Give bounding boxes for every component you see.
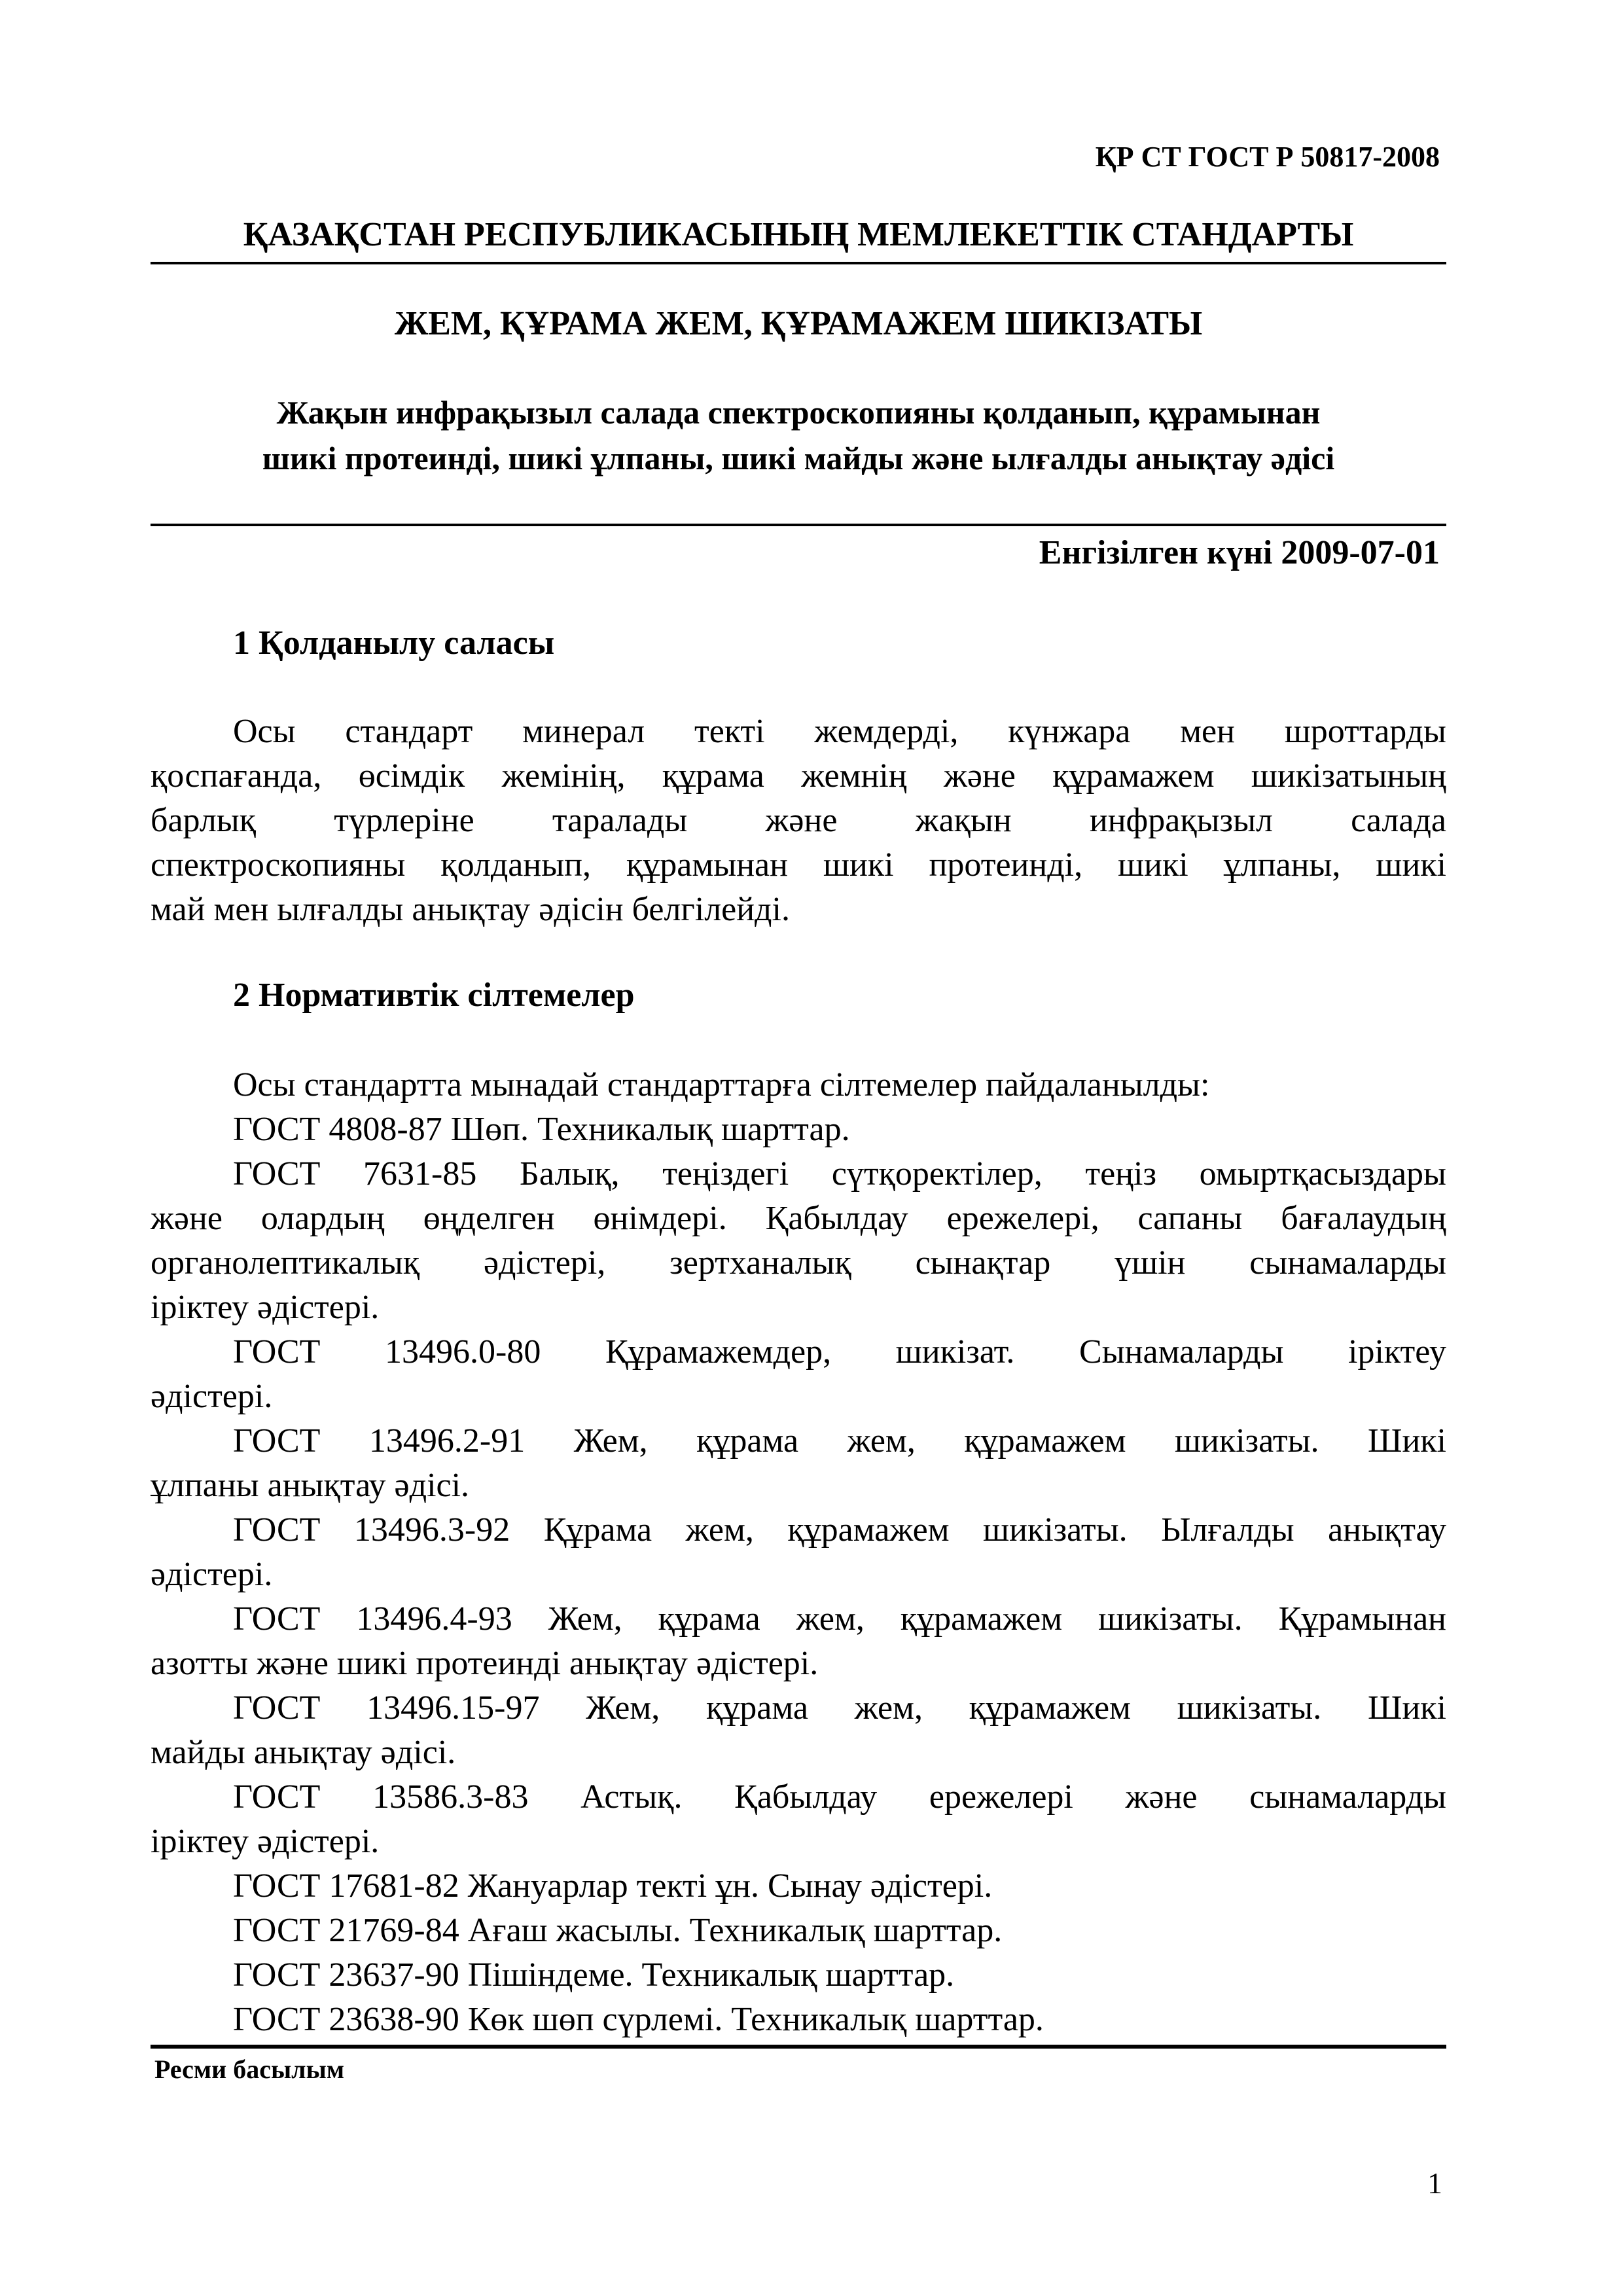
reference-line: майды анықтау әдісі. [151,1734,456,1771]
reference-line: ГОСТ 13496.4-93 Жем, құрама жем, құрамажем шикізаты. Құрамынан [233,1600,1446,1638]
subtitle-line-2: шикі протеинді, шикі ұлпаны, шикі майды және ылғалды анықтау әдісі [262,440,1335,476]
effective-date: Енгізілген күні 2009-07-01 [1039,534,1440,571]
reference-line: іріктеу әдістері. [151,1823,380,1860]
reference-line: іріктеу әдістері. [151,1289,380,1326]
reference-line: әдістері. [151,1556,273,1593]
section-1-line: май мен ылғалды анықтау әдісін белгілейді. [151,891,790,928]
reference-line: азотты және шикі протеинді анықтау әдістері. [151,1645,819,1682]
reference-line: ГОСТ 4808-87 Шөп. Техникалық шарттар. [233,1111,850,1148]
org-title: ҚАЗАҚСТАН РЕСПУБЛИКАСЫНЫҢ МЕМЛЕКЕТТІК СТАНДАРТЫ [243,216,1354,253]
section-1-line: Осы стандарт минерал текті жемдерді, күнжара мен шроттарды [233,713,1446,750]
section-1-line: спектроскопияны қолданып, құрамынан шикі протеинді, шикі ұлпаны, шикі [151,846,1446,884]
subtitle-line-1: Жақын инфрақызыл салада спектроскопияны қолданып, құрамынан [276,394,1321,431]
header-rule [151,524,1446,526]
reference-line: және олардың өңделген өнімдері. Қабылдау ережелері, сапаны бағалаудың [151,1200,1446,1237]
reference-line: ГОСТ 13586.3-83 Астық. Қабылдау ережелері және сынамаларды [233,1778,1446,1816]
reference-line: ГОСТ 13496.2-91 Жем, құрама жем, құрамажем шикізаты. Шикі [233,1422,1446,1460]
reference-line: ГОСТ 21769-84 Ағаш жасылы. Техникалық шарттар. [233,1912,1003,1949]
reference-line: ГОСТ 7631-85 Балық, теңіздегі сүтқоректілер, теңіз омыртқасыздары [233,1155,1446,1193]
page-number: 1 [1427,2166,1442,2200]
section-1-heading: 1 Қолданылу саласы [233,624,555,662]
reference-line: ГОСТ 13496.15-97 Жем, құрама жем, құрамажем шикізаты. Шикі [233,1689,1446,1727]
reference-line: ұлпаны анықтау әдісі. [151,1467,470,1504]
reference-line: әдістері. [151,1378,273,1415]
footer-rule [151,2045,1446,2049]
section-1-line: барлық түрлеріне таралады және жақын инфрақызыл салада [151,802,1446,839]
section-2-heading: 2 Нормативтік сілтемелер [233,977,635,1014]
reference-line: ГОСТ 13496.0-80 Құрамажемдер, шикізат. Сынамаларды іріктеу [233,1333,1446,1371]
section-2-intro: Осы стандартта мынадай стандарттарға сілтемелер пайдаланылды: [233,1066,1210,1103]
reference-line: ГОСТ 17681-82 Жануарлар текті ұн. Сынау әдістері. [233,1867,993,1905]
doc-title: ЖЕМ, ҚҰРАМА ЖЕМ, ҚҰРАМАЖЕМ ШИКІЗАТЫ [394,305,1203,342]
reference-line: ГОСТ 23637-90 Пішіндеме. Техникалық шарттар. [233,1956,955,1994]
reference-line: ГОСТ 13496.3-92 Құрама жем, құрамажем шикізаты. Ылғалды анықтау [233,1511,1446,1549]
section-1-line: қоспағанда, өсімдік жемінің, құрама жемнің және құрамажем шикізатының [151,757,1446,795]
reference-line: ГОСТ 23638-90 Көк шөп сүрлемі. Техникалық шарттар. [233,2001,1044,2038]
document-code: ҚР СТ ГОСТ Р 50817-2008 [1095,141,1440,173]
official-publication-label: Ресми басылым [154,2054,345,2084]
reference-line: органолептикалық әдістері, зертханалық сынақтар үшін сынамаларды [151,1244,1446,1282]
title-underline [151,262,1446,264]
